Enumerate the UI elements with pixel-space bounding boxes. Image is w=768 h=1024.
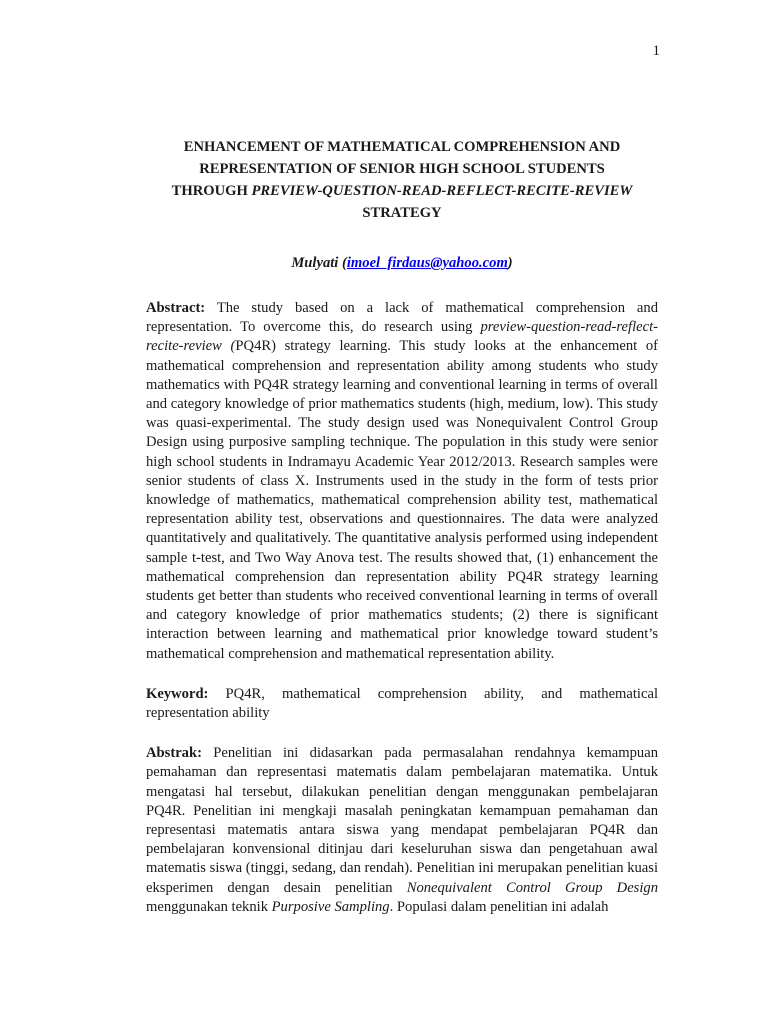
keyword-text: PQ4R, mathematical comprehension ability, and mathematical representation ability [146,685,658,722]
title-line-3-prefix: THROUGH [171,183,252,199]
abstrak-paragraph [146,744,658,917]
title-line-4: STRATEGY [362,205,442,221]
abstrak-italic-2: Purposive Sampling [271,898,390,915]
title-line-3 [146,180,658,202]
author-open-paren: ( [338,255,347,271]
abstrak-label: Abstrak: [146,745,202,762]
abstract-text-2: PQ4R) strategy learning. This study looks at the enhancement of mathematical comprehension and representation ability among students who study mathematics with PQ4R strategy learning and conventional learning in terms of overall and category knowledge of prior mathematics students (high, medium, low). This study was quasi-experimental. The study design used was Nonequivalent Control Group Design using purposive sampling technique. The population in this study were senior high school students in Indramayu Academic Year 2012/2013. Research samples were senior students of class X. Instruments used in the study in the form of tests prior knowledge of mathematics, mathematical comprehension ability test, mathematical representation ability test, observations and questionnaires. The data were analyzed quantitatively and qualitatively. The quantitative analysis performed using independent sample t-test, and Two Way Anova test. The results showed that, (1) enhancement the mathematical comprehension dan representation ability PQ4R strategy learning students get better than students who received conventional learning in terms of overall and category knowledge of prior mathematics students; (2) there is significant interaction between learning and mathematical prior knowledge toward student’s mathematical comprehension and mathematical representation ability. [146,338,658,662]
author-line [146,253,658,273]
abstrak-italic-1: Nonequivalent Control Group Design [406,879,659,896]
abstract-text-1: The study based on a lack of mathematical comprehension and representation. To overcome this, do research using [146,300,658,336]
keyword-label: Keyword: [146,685,209,702]
keyword-paragraph [146,685,658,723]
paper-title [146,136,658,224]
title-line-2: REPRESENTATION OF SENIOR HIGH SCHOOL STUDENTS [199,161,605,177]
author-name: Mulyati [291,255,339,271]
title-line-1: ENHANCEMENT OF MATHEMATICAL COMPREHENSION AND [183,139,621,155]
page-number: 1 [652,43,660,59]
paper-body [146,136,658,917]
author-email-link[interactable]: imoel_firdaus@yahoo.com [346,255,508,271]
abstrak-text-3: . Populasi dalam penelitian ini adalah [389,898,609,915]
author-close-paren: ) [507,255,513,271]
title-line-3-italic: PREVIEW-QUESTION-READ-REFLECT-RECITE-REVIEW [251,183,633,199]
abstrak-text-1: Penelitian ini didasarkan pada permasalahan rendahnya kemampuan pemahaman dan representasi matematis dalam pembelajaran matematika. Untuk mengatasi hal tersebut, dilakukan penelitian dengan menggunakan pembelajaran PQ4R. Penelitian ini mengkaji masalah peningkatan kemampuan pemahaman dan representasi matematis antara siswa yang mendapat pembelajaran PQ4R dan pembelajaran konvensional ditinjau dari keseluruhan siswa dan pengetahuan awal matematis siswa (tinggi, sedang, dan rendah). Penelitian ini merupakan penelitian kuasi eksperimen dengan desain penelitian [146,745,658,896]
abstract-paragraph [146,299,658,664]
abstrak-text-2: menggunakan teknik [146,898,272,915]
abstract-italic-1: preview-question-read-reflect-recite-review ( [146,319,658,355]
abstract-label: Abstract: [146,300,206,316]
